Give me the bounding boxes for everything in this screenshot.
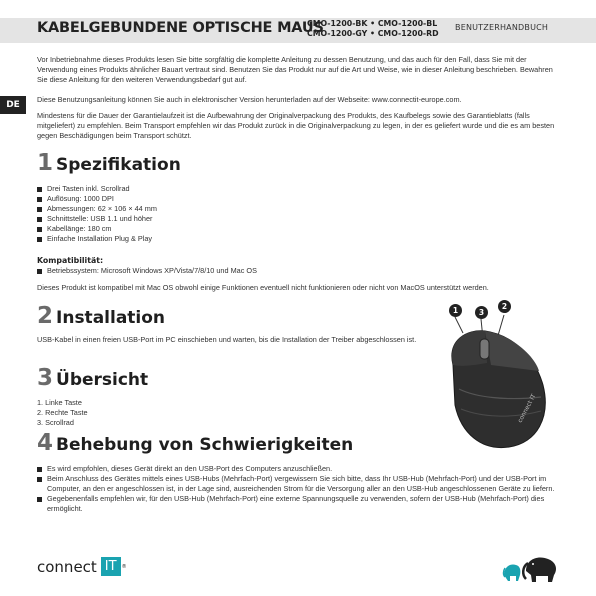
intro-paragraph-3: Mindestens für die Dauer der Garantielaufzeit ist die Aufbewahrung der Originalverpackung des Produkts, des Kaufbelegs sowie des Garantieblatts (falls mitgeliefert) zu empfehlen. Beim Transport empfehlen wir das Produkt zurück in die Originalverpackung zu legen, in der es geliefert wurde und die es am besten gegen Beschädigungen beim Transport schützt. <box>37 111 555 140</box>
list-item: Es wird empfohlen, dieses Gerät direkt an den USB-Port des Computers anzuschließen. <box>37 464 567 474</box>
brand-it-box: IT <box>101 557 121 576</box>
list-item: Betriebssystem: Microsoft Windows XP/Vista/7/8/10 und Mac OS <box>37 266 257 276</box>
compat-note: Dieses Produkt ist kompatibel mit Mac OS obwohl einige Funktionen eventuell nicht funktionieren oder nicht von MacOS unterstützt werden. <box>37 283 489 292</box>
list-item: 3. Scrollrad <box>37 418 74 427</box>
callout-scroll-wheel: 3 <box>475 306 488 319</box>
section-title: Installation <box>56 308 166 328</box>
language-tab: DE <box>0 96 26 114</box>
mouse-illustration <box>425 305 565 455</box>
list-item: Kabellänge: 180 cm <box>37 224 157 234</box>
intro-paragraph-1: Vor Inbetriebnahme dieses Produkts lesen Sie bitte sorgfältig die komplette Anleitung zu dessen Benutzung, und das auch für den Fall, dass Sie mit der Verwendung eines Produkts ähnlicher Bauart vertraut sind. Benutzen Sie das Produkt nur auf die Art und Weise, wie in dieser Anleitung beschrieben. Bewahren Sie diese Anleitung für den weiteren Verwendungsbedarf gut auf. <box>37 55 553 84</box>
document-title: KABELGEBUNDENE OPTISCHE MAUS <box>37 20 324 36</box>
overview-list <box>37 398 88 428</box>
intro-paragraph-2: Diese Benutzungsanleitung können Sie auch in elektronischer Version herunterladen auf der Webseite: www.connectit-europe.com. <box>37 95 462 104</box>
install-text: USB-Kabel in einen freien USB-Port im PC einschieben und warten, bis die Installation der Treiber abgeschlossen ist. <box>37 335 417 344</box>
list-item: Gegebenenfalls empfehlen wir, für den USB-Hub (Mehrfach-Port) eine externe Spannungsquelle zu verwenden, sofern der USB-Hub (Mehrfach-Port) dies ermöglicht. <box>37 494 567 514</box>
list-item: Abmessungen: 62 × 106 × 44 mm <box>37 204 157 214</box>
callout-left-button: 1 <box>449 304 462 317</box>
list-item: Drei Tasten inkl. Scrollrad <box>37 184 157 194</box>
section-title: Behebung von Schwierigkeiten <box>56 435 354 455</box>
model-line-2: CMO-1200-GY • CMO-1200-RD <box>307 28 439 38</box>
section-heading-install <box>37 303 165 329</box>
mouse-right-button <box>485 331 539 371</box>
section-title: Übersicht <box>56 370 149 390</box>
compat-list <box>37 266 257 276</box>
spec-list <box>37 184 157 244</box>
section-number: 2 <box>37 303 54 329</box>
section-heading-trouble <box>37 430 353 456</box>
trouble-list <box>37 464 567 514</box>
section-number: 3 <box>37 365 54 391</box>
callout-right-button: 2 <box>498 300 511 313</box>
list-item: Schnittstelle: USB 1.1 und höher <box>37 214 157 224</box>
mouse-brand-label: connect IT <box>516 393 538 424</box>
callout-line-1 <box>455 317 463 333</box>
section-heading-overview <box>37 365 148 391</box>
brand-reg-mark: ® <box>121 563 127 570</box>
model-line-1: CMO-1200-BK • CMO-1200-BL <box>307 19 438 28</box>
list-item: Auflösung: 1000 DPI <box>37 194 157 204</box>
mouse-scroll-wheel <box>480 339 489 359</box>
compat-heading: Kompatibilität: <box>37 256 104 265</box>
brand-word: connect <box>37 557 97 576</box>
elephant-mascot-icon <box>502 553 562 583</box>
section-heading-spec <box>37 150 181 176</box>
manual-label: BENUTZERHANDBUCH <box>455 23 549 32</box>
brand-logo <box>37 557 127 576</box>
model-codes <box>307 19 439 38</box>
list-item: 1. Linke Taste <box>37 398 82 407</box>
list-item: Beim Anschluss des Gerätes mittels eines USB-Hubs (Mehrfach-Port) vergewissern Sie sich bitte, dass Ihr USB-Hub (Mehrfach-Port) und der USB-Port im Computer, an den er angeschlossen ist, in der Lage sind, ausreichenden Strom für die Versorgung aller an den USB-Hub angeschlossenen Geräte zu liefern. <box>37 474 567 494</box>
section-number: 4 <box>37 430 54 456</box>
list-item: 2. Rechte Taste <box>37 408 88 417</box>
section-title: Spezifikation <box>56 155 181 175</box>
list-item: Einfache Installation Plug & Play <box>37 234 157 244</box>
section-number: 1 <box>37 150 54 176</box>
